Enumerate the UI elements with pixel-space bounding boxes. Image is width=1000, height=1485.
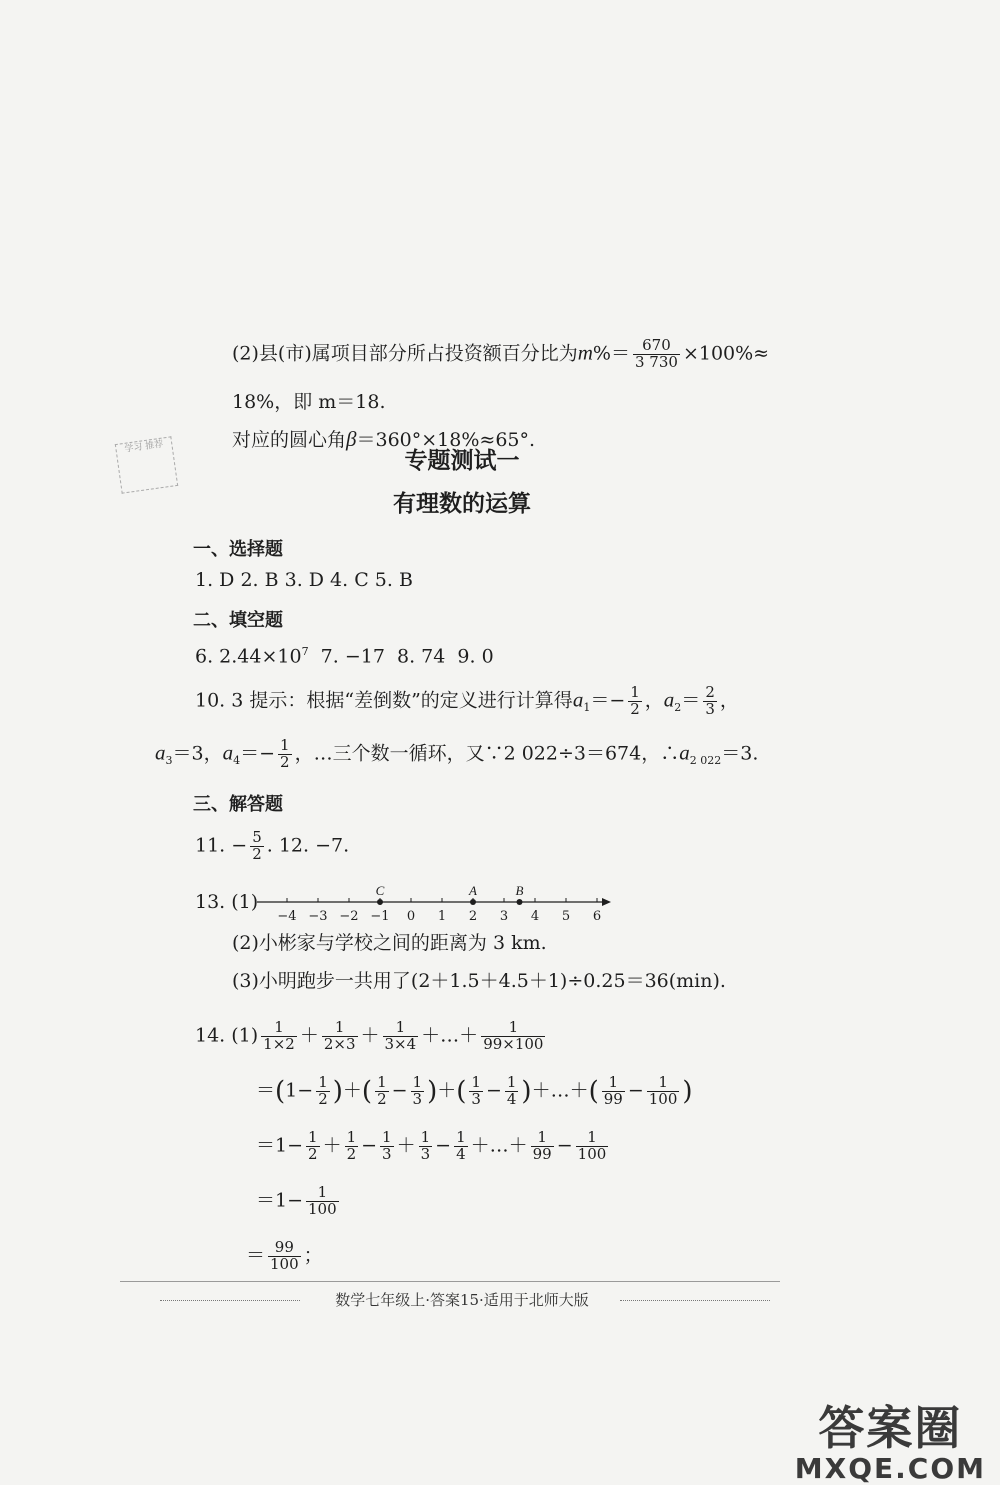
fill-answers-6-9 [195, 640, 494, 668]
fraction [375, 1075, 389, 1108]
num: 1 [587, 1128, 597, 1146]
heading-fill: 二、填空题 [193, 610, 283, 631]
den: 3 [420, 1144, 431, 1163]
den: 3 [412, 1089, 423, 1108]
text: ＋…＋ [470, 1134, 528, 1157]
fraction [316, 1075, 330, 1108]
den: 3 [382, 1144, 392, 1163]
text: ＋ [299, 1024, 319, 1047]
var-m: m [577, 340, 593, 365]
fraction [454, 1130, 468, 1163]
den: 99 [603, 1089, 623, 1108]
den: 99 [532, 1144, 552, 1163]
den: 3×4 [384, 1034, 417, 1053]
text: 6. 2.44×10 [195, 645, 302, 668]
point-A [470, 899, 476, 905]
text: ， [719, 689, 739, 712]
q14-line-1 [195, 1020, 548, 1053]
fraction [469, 1075, 483, 1108]
fraction [505, 1075, 519, 1108]
text: (2)县(市)属项目部分所占投资额百分比为 [232, 342, 578, 365]
fraction-99-100 [268, 1240, 301, 1273]
text: ＋ [342, 1079, 362, 1102]
den: 4 [506, 1089, 517, 1108]
num: 1 [377, 1073, 387, 1091]
paren: ) [332, 1076, 343, 1107]
den: 100 [308, 1199, 337, 1218]
text: ＋ [437, 1079, 457, 1102]
axis-arrow [602, 898, 611, 906]
den: 1×2 [263, 1034, 295, 1053]
q10-line-1 [195, 685, 739, 720]
number-line [255, 878, 615, 923]
num: 1 [346, 1128, 357, 1146]
text: 1 [285, 1079, 298, 1102]
tick-label: 3 [499, 909, 509, 923]
num: 1 [471, 1073, 481, 1091]
text: 10. 3 提示：根据“差倒数”的定义进行计算得 [195, 689, 573, 712]
paren: ) [521, 1076, 532, 1107]
tick-label: 5 [561, 909, 571, 923]
fraction [306, 1185, 339, 1218]
sub: 3 [165, 754, 173, 768]
text: ＋ [360, 1024, 380, 1047]
num: 5 [252, 828, 262, 846]
fraction [345, 1130, 359, 1163]
paren: ( [456, 1076, 467, 1107]
fraction [481, 1020, 545, 1053]
footer-rule [120, 1281, 780, 1282]
sub: 2 022 [689, 754, 722, 768]
den: 2 [377, 1089, 387, 1108]
tick-label: −3 [308, 909, 328, 923]
q14-line-2 [256, 1075, 693, 1108]
point-label-C: C [375, 883, 385, 898]
den: 2 [252, 844, 262, 863]
var-beta: β [346, 427, 357, 451]
num: 1 [412, 1073, 423, 1091]
text: − [435, 1134, 452, 1157]
text: ＋ [396, 1134, 416, 1157]
point-label-B: B [515, 883, 524, 898]
tick-label: −1 [370, 909, 390, 923]
fraction [602, 1075, 625, 1108]
fraction-5-2 [250, 830, 264, 863]
fraction [531, 1130, 554, 1163]
text: ＋…＋ [421, 1024, 479, 1047]
tick-label: 2 [468, 909, 478, 923]
den: 2×3 [323, 1034, 356, 1053]
q10-line-2 [155, 738, 758, 773]
num: 1 [508, 1018, 519, 1036]
den: 2 [308, 1144, 318, 1163]
fraction [306, 1130, 320, 1163]
num: 1 [608, 1073, 619, 1091]
den: 2 [346, 1144, 357, 1163]
fraction [411, 1075, 425, 1108]
num: 1 [506, 1073, 517, 1091]
text: ＝ [256, 1079, 276, 1102]
num: 1 [334, 1018, 345, 1036]
paren: ( [275, 1076, 286, 1107]
section-title-2: 有理数的运算 [393, 490, 531, 517]
point-C [377, 899, 383, 905]
sub: 1 [583, 701, 591, 715]
text: ＝3. [721, 742, 759, 765]
num: 1 [382, 1128, 392, 1146]
prev-line-2: 18%，即 m＝18. [232, 391, 386, 413]
tick-label: 6 [592, 909, 602, 923]
tick-label: −2 [339, 909, 359, 923]
num: 1 [658, 1073, 668, 1091]
tick-label: 4 [530, 909, 540, 923]
fraction [419, 1130, 433, 1163]
heading-choice: 一、选择题 [193, 539, 283, 560]
den: 100 [270, 1254, 299, 1273]
tick-label: 1 [437, 909, 447, 923]
choice-answers: 1. D 2. B 3. D 4. C 5. B [195, 569, 413, 591]
den: 2 [280, 752, 290, 771]
watermark-top: 答案圈 [818, 1401, 963, 1455]
text: ， [644, 689, 664, 712]
sub: 2 [674, 701, 682, 715]
var-a: a [572, 687, 584, 712]
fraction [647, 1075, 680, 1108]
text: ，…三个数一循环，又∵2 022÷3＝674，∴ [294, 742, 680, 765]
text: − [297, 1079, 314, 1102]
den: 99×100 [483, 1034, 544, 1053]
q14-line-4 [256, 1185, 342, 1218]
sub: 4 [233, 754, 241, 768]
den: 100 [648, 1089, 678, 1108]
den: 3 [705, 699, 715, 718]
watermark-logo [795, 1392, 986, 1485]
num: 1 [308, 1128, 318, 1146]
watermark-bottom: MXQE.COM [794, 1452, 986, 1485]
text: ＝− [240, 742, 276, 765]
text: ＝− [590, 689, 626, 712]
tick-label: 0 [406, 909, 416, 923]
q13-part-3: (3)小明跑步一共用了(2＋1.5＋4.5＋1)÷0.25＝36(min). [232, 970, 726, 992]
q13-label: 13. (1) [195, 891, 259, 913]
text: ＝ [681, 689, 701, 712]
paren: ) [682, 1076, 693, 1107]
text: %＝ [592, 342, 630, 365]
fraction [380, 1130, 394, 1163]
text: 11. − [195, 834, 248, 857]
den: 100 [577, 1144, 607, 1163]
fraction [261, 1020, 297, 1053]
var-a: a [222, 740, 234, 765]
text: 14. (1) [195, 1024, 259, 1047]
stamp-text: 学习 推荐 [124, 439, 164, 455]
den: 2 [630, 699, 640, 718]
var-a: a [663, 687, 675, 712]
point-label-A: A [469, 883, 477, 898]
num: 1 [456, 1128, 466, 1146]
num: 1 [420, 1128, 431, 1146]
fraction [383, 1020, 419, 1053]
num: 1 [318, 1073, 328, 1091]
text: ＋…＋ [531, 1079, 589, 1102]
text: ＝360°×18%≈65°. [356, 429, 536, 451]
fraction-1-2 [628, 685, 642, 718]
var-a: a [679, 740, 690, 765]
num: 670 [642, 336, 671, 354]
text: − [556, 1134, 573, 1157]
text: ＝3， [172, 742, 223, 765]
text: ×100%≈ [682, 342, 770, 365]
paren: ( [361, 1076, 373, 1107]
text: ＝1− [256, 1189, 304, 1212]
den: 3 730 [634, 352, 678, 371]
exponent: 7 [301, 645, 309, 658]
text: − [627, 1079, 644, 1102]
num: 1 [395, 1018, 406, 1036]
page-footer: 数学七年级上·答案15·适用于北师大版 [335, 1291, 589, 1309]
num: 1 [280, 736, 290, 754]
text: − [391, 1079, 408, 1102]
num: 99 [274, 1238, 294, 1256]
section-title-1: 专题测试一 [404, 447, 520, 474]
fraction [576, 1130, 609, 1163]
text: ＋ [322, 1134, 342, 1157]
text: ； [303, 1244, 323, 1267]
q11-12-answers [195, 830, 349, 863]
text: 7. −17 8. 74 9. 0 [308, 645, 494, 668]
text: ＝ [246, 1244, 266, 1267]
num: 1 [537, 1128, 547, 1146]
q14-line-3 [256, 1130, 611, 1163]
text: 对应的圆心角 [232, 429, 347, 451]
num: 2 [705, 683, 715, 701]
q14-line-5 [246, 1240, 323, 1273]
text: . 12. −7. [266, 834, 350, 857]
prev-line-1 [232, 338, 769, 371]
q13-part-2: (2)小彬家与学校之间的距离为 3 km. [232, 932, 547, 954]
text: − [485, 1079, 502, 1102]
num: 1 [274, 1018, 284, 1036]
point-B [517, 899, 523, 905]
paren: ) [427, 1076, 438, 1107]
tick-label: −4 [277, 909, 297, 923]
text: ＝1− [256, 1134, 304, 1157]
var-a: a [155, 740, 166, 765]
num: 1 [317, 1183, 328, 1201]
fraction-2-3 [703, 685, 717, 718]
fraction [322, 1020, 358, 1053]
den: 2 [318, 1089, 328, 1108]
fraction-1-2 [278, 738, 292, 771]
paren: ( [588, 1076, 599, 1107]
den: 4 [456, 1144, 466, 1163]
heading-solve: 三、解答题 [193, 794, 283, 815]
text: − [361, 1134, 378, 1157]
num: 1 [630, 683, 640, 701]
den: 3 [471, 1089, 481, 1108]
fraction-670-3730 [633, 338, 680, 371]
